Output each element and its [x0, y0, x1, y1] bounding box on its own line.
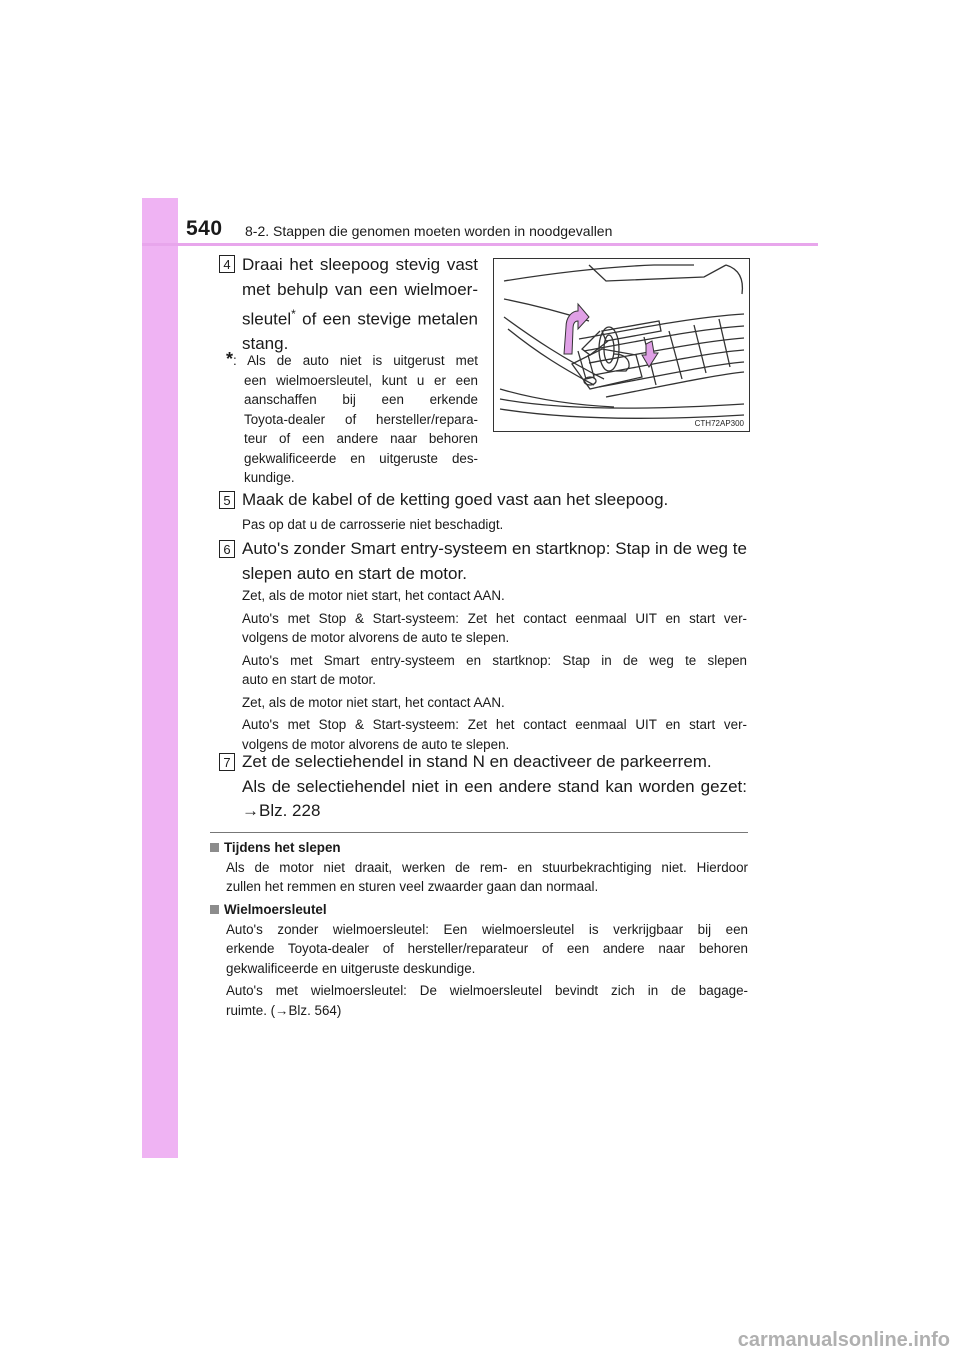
step-number-4: 4: [219, 255, 235, 273]
page-number: 540: [186, 217, 223, 240]
footnote-marker: *: [291, 307, 296, 321]
step-7-line-2: Als de selectiehendel niet in een andere stand kan worden gezet:: [242, 776, 747, 796]
step-6-p3-l1: Auto's met Smart entry-systeem en startknop: Stap in de weg te slepen: [242, 652, 747, 668]
step-7-line-3: →Blz. 228: [242, 801, 321, 820]
footnote-line-7: kundige.: [244, 470, 295, 485]
step-6-p3-l2: auto en start de motor.: [242, 672, 376, 687]
square-bullet-icon: [210, 843, 219, 852]
note-towing-title: Tijdens het slepen: [224, 840, 341, 855]
footnote-line-1: *: Als de auto niet is uitgerust met: [226, 349, 478, 369]
note-wrench-p2-l2: ruimte. (→Blz. 564): [226, 1002, 342, 1018]
step-number-7: 7: [219, 753, 235, 771]
note-wrench-p1-l1: Auto's zonder wielmoersleutel: Een wielmoersleutel is verkrijgbaar bij een: [226, 921, 748, 937]
step-7-text: [242, 750, 747, 824]
towing-eye-drawing: [494, 259, 749, 431]
step-6-p1: Zet, als de motor niet start, het contact AAN.: [242, 588, 505, 603]
note-towing-l2: zullen het remmen en sturen veel zwaarder gaan dan normaal.: [226, 879, 599, 894]
step-7-line-1: Zet de selectiehendel in stand N en deactiveer de parkeerrem.: [242, 752, 712, 771]
step-6-line-2: slepen auto en start de motor.: [242, 563, 467, 583]
step-6-text: [242, 537, 747, 586]
footnote-line-6: gekwalificeerde en uitgeruste des-: [244, 450, 478, 466]
section-title: 8-2. Stappen die genomen moeten worden in noodgevallen: [245, 223, 613, 239]
step-6-details: [242, 586, 747, 754]
illustration-code: CTH72AP300: [694, 419, 744, 428]
step-5-sub: Pas op dat u de carrosserie niet beschadigt.: [242, 517, 504, 532]
header-rule: [142, 243, 818, 246]
footnote-line-3: aanschaffen bij een erkende: [244, 392, 478, 407]
step-5-text: Maak de kabel of de ketting goed vast aan het sleepoog.: [242, 490, 669, 509]
section-divider: [210, 832, 748, 833]
step-6-p2-l2: volgens de motor alvorens de auto te slepen.: [242, 630, 510, 645]
step-4-line-2: met behulp van een wielmoer-: [242, 279, 478, 299]
towing-eye-illustration: [493, 258, 750, 432]
note-wrench: [210, 900, 748, 1020]
footnote-line-2: een wielmoersleutel, kunt u er een: [244, 372, 478, 388]
step-4-line-3-b: of een stevige metalen: [295, 309, 478, 329]
section-tab-strip: [142, 198, 178, 1158]
step-6-p5-l1: Auto's met Stop & Start-systeem: Zet het contact eenmaal UIT en start ver-: [242, 717, 747, 732]
note-towing-l1: Als de motor niet draait, werken de rem- en stuurbekrachtiging niet. Hierdoor: [226, 859, 748, 875]
step-4-line-4: stang.: [242, 334, 289, 354]
note-wrench-p2-l1: Auto's met wielmoersleutel: De wielmoersleutel bevindt zich in de bagage-: [226, 983, 748, 998]
step-6-p2-l1: Auto's met Stop & Start-systeem: Zet het contact eenmaal UIT en start ver-: [242, 610, 747, 626]
note-wrench-title-row: [210, 900, 748, 920]
note-towing-title-row: [210, 838, 748, 858]
step-4-line-1: Draai het sleepoog stevig vast: [242, 255, 478, 274]
step-number-5: 5: [219, 491, 235, 509]
step-number-6: 6: [219, 540, 235, 558]
step-4-footnote: [226, 350, 478, 488]
footnote-line-5: teur of een andere naar behoren: [244, 431, 478, 446]
note-wrench-p1-l2: erkende Toyota-dealer of hersteller/reparateur of een andere naar behoren: [226, 941, 748, 956]
step-4-text: [242, 253, 478, 357]
footnote-star: *: [226, 349, 234, 369]
step-6-p5-l2: volgens de motor alvorens de auto te slepen.: [242, 736, 510, 752]
watermark: carmanualsonline.info: [737, 1329, 950, 1351]
step-4-line-3-a: sleutel: [242, 309, 292, 329]
step-4-line-3: [242, 302, 478, 332]
note-towing: [210, 838, 748, 897]
step-6-line-1: Auto's zonder Smart entry-systeem en startknop: Stap in de weg te: [242, 539, 747, 558]
note-wrench-p1-l3: gekwalificeerde en uitgeruste deskundige.: [226, 960, 476, 976]
footnote-line-4: Toyota-dealer of hersteller/repara-: [244, 411, 478, 427]
square-bullet-icon: [210, 905, 219, 914]
note-wrench-title: Wielmoersleutel: [224, 902, 327, 917]
step-6-p4: Zet, als de motor niet start, het contact AAN.: [242, 694, 505, 710]
